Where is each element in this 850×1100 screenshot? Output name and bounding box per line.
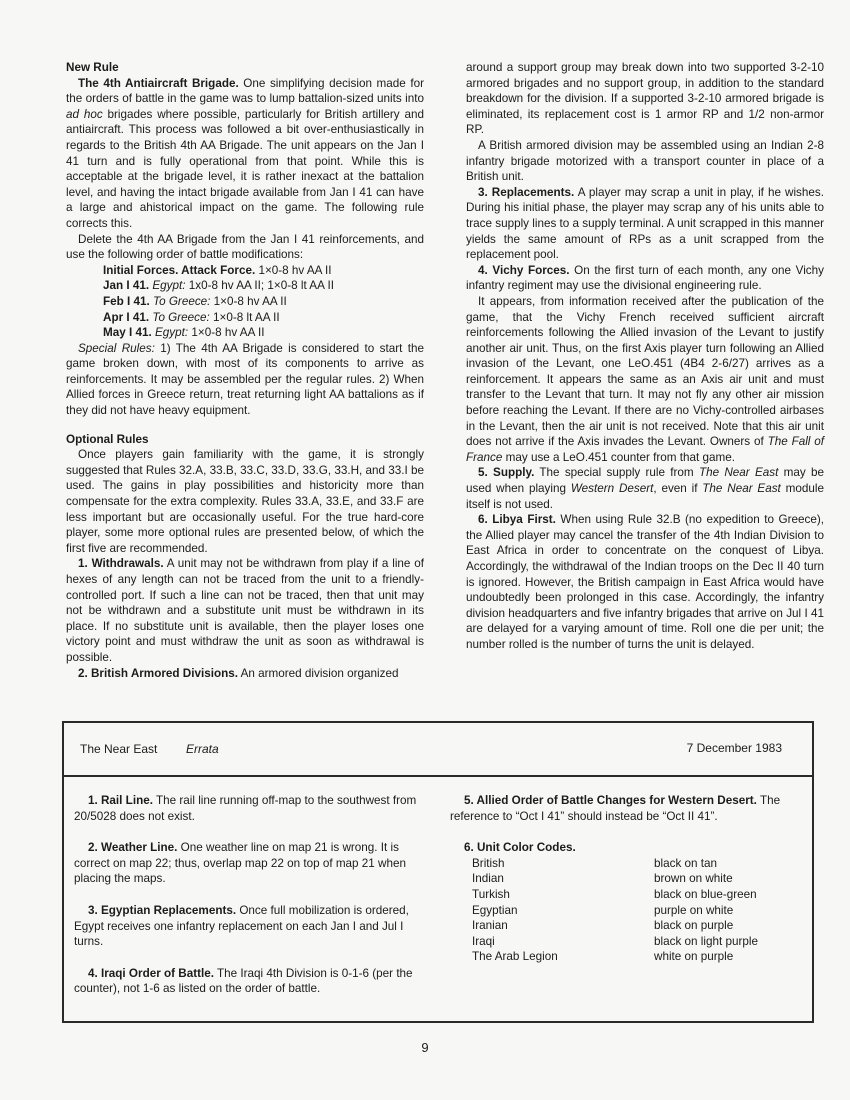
oob-line: Initial Forces. Attack Force. 1×0-8 hv AA II bbox=[103, 263, 332, 277]
vichy-aircraft-paragraph: It appears, from information received after the publication of the game, that the Vichy French received sufficient aircraft reinforcements following the Allied invasion of the Levant to justify another air unit. Thus, on the first Axis player turn following an Allied invasion of the Levant, one LeO.451 (4B4 2-6/27) arrives as a reinforcement. It appears the same as an Axis air unit and must transfer to the Levant that turn. It may not fly any other air mission before reaching the Levant. If there are no Vichy-controlled airbases in the Levant, then the air unit is not received. Note that this air unit does not arrive if the Axis invades the Levant. Owners of The Fall of France may use a LeO.451 counter from that game. bbox=[466, 294, 824, 464]
oob-line: May I 41. Egypt: 1×0-8 hv AA II bbox=[103, 326, 265, 340]
oob-line: Apr I 41. To Greece: 1×0-8 lt AA II bbox=[103, 310, 280, 324]
supply-paragraph: 5. Supply. The special supply rule from The Near East may be used when playing Western Desert, even if The Near East module itself is not used. bbox=[466, 466, 824, 511]
optional-rules-heading: Optional Rules bbox=[66, 432, 149, 446]
withdrawals-paragraph: 1. Withdrawals. A unit may not be withdrawn from play if a line of hexes of any length can not be traced from the unit to a friendly-controlled port. If such a line can not be traced, then that unit may not be withdrawn and a substitute unit must be withdrawn in its place. If no substitute unit is available, then the player loses one victory point and must withdraw the unit as soon as withdrawal is possible. bbox=[66, 557, 425, 664]
replacements-paragraph: 3. Replacements. A player may scrap a unit in play, if he wishes. During his initial phase, the player may scrap any of his units able to trace supply lines to a supply terminal. A unit scrapped in this manner yields the same amount of RPs as a unit scrapped from the replacement pool. bbox=[466, 185, 824, 262]
color-code-row: Egyptian purple on white bbox=[472, 903, 734, 917]
oob-line: Jan I 41. Egypt: 1x0-8 hv AA II; 1×0-8 lt AA II bbox=[103, 279, 334, 293]
errata-item: 1. Rail Line. The rail line running off-map to the southwest from 20/5028 does not exist. bbox=[74, 794, 417, 823]
color-codes-table bbox=[472, 856, 800, 965]
errata-item: 6. Unit Color Codes. bbox=[464, 841, 576, 855]
armored-divisions-paragraph: 2. British Armored Divisions. An armored division organized bbox=[78, 666, 399, 680]
color-code-row: Turkish black on blue-green bbox=[472, 887, 757, 901]
color-code-row: Iranian black on purple bbox=[472, 919, 734, 933]
color-code-row: Indian brown on white bbox=[472, 872, 733, 886]
libya-first-paragraph: 6. Libya First. When using Rule 32.B (no expedition to Greece), the Allied player may cancel the transfer of the 4th Indian Division to East Africa in order to concentrate on the conquest of Libya. Accordingly, the withdrawal of the Indian troops on the Dec II 40 turn is ignored. However, the British campaign in East Africa would have undoubtedly been prolonged in this case. Accordingly, the infantry division headquarters and five infantry brigades that arrive on Jul I 41 are delayed for a varying amount of time. Roll one die per unit; the number rolled is the number of turns the unit is delayed. bbox=[466, 513, 824, 651]
errata-date: 7 December 1983 bbox=[686, 741, 782, 755]
left-column bbox=[66, 60, 424, 681]
delete-paragraph: Delete the 4th AA Brigade from the Jan I 41 reinforcements, and use the following order of battle modifications: bbox=[66, 232, 424, 262]
page-number: 9 bbox=[421, 1040, 429, 1055]
right-column bbox=[466, 60, 824, 653]
optional-intro-paragraph: Once players gain familiarity with the game, it is strongly suggested that Rules 32.A, 33.B, 33.C, 33.D, 33.G, 33.H, and 33.I be used. The gains in play possibilities and historicity more than compensate for the extra complexity. Rules 33.A, 33.E, and 33.F are less important but are occasionally useful. For the true hard-core player, some more optional rules are presented below, of which the first five are recommended. bbox=[66, 448, 424, 555]
errata-title: The Near East bbox=[80, 742, 158, 756]
indian-brigade-paragraph: A British armored division may be assembled using an Indian 2-8 infantry brigade motorized with a transport counter in place of a British unit. bbox=[466, 138, 824, 184]
errata-item: 4. Iraqi Order of Battle. The Iraqi 4th Division is 0-1-6 (per the counter), not 1-6 as listed on the order of battle. bbox=[74, 966, 413, 996]
errata-right-column bbox=[450, 793, 800, 965]
errata-item: 3. Egyptian Replacements. Once full mobilization is ordered, Egypt receives one infantry replacement on each Jan I and Jul I turns. bbox=[74, 903, 409, 949]
color-code-row: The Arab Legion white on purple bbox=[472, 950, 734, 964]
oob-line: Feb I 41. To Greece: 1×0-8 hv AA II bbox=[103, 294, 287, 308]
color-code-row: British black on tan bbox=[472, 856, 718, 870]
armored-divisions-continued: around a support group may break down into two supported 3-2-10 armored brigades and no support group, in addition to the standard breakdown for the division. If a supported 3-2-10 armored brigade is eliminated, its replacement cost is 1 armor RP and 1/2 non-armor RP. bbox=[466, 61, 824, 137]
new-rule-heading: New Rule bbox=[66, 61, 119, 74]
aa-brigade-paragraph: The 4th Antiaircraft Brigade. One simplifying decision made for the orders of battle in the game was to lump battalion-sized units into ad hoc brigades where possible, particularly for British artillery and antiaircraft. This process was followed a bit over-enthusiastically in regards to the British 4th AA Brigade. The unit appears on the Jan I 41 turn and is fully operational from that point. While this is acceptable at the brigade level, it is rather inexact at the battalion level, and having the intact brigade available from Jan I 41 can have a large and ahistorical impact on the game. The following rule corrects this. bbox=[66, 76, 424, 230]
errata-header bbox=[64, 723, 812, 777]
errata-box bbox=[62, 721, 814, 1023]
errata-item: 2. Weather Line. One weather line on map 21 is wrong. It is correct on map 22; thus, overlap map 22 on top of map 21 when placing the maps. bbox=[74, 841, 406, 886]
aa-brigade-lead: The 4th Antiaircraft Brigade. bbox=[78, 76, 239, 90]
vichy-forces-paragraph: 4. Vichy Forces. On the first turn of each month, any one Vichy infantry regiment may use the divisional engineering rule. bbox=[466, 263, 824, 293]
color-code-row: Iraqi black on light purple bbox=[472, 934, 758, 948]
errata-item: 5. Allied Order of Battle Changes for Western Desert. The reference to “Oct I 41” should instead be “Oct II 41”. bbox=[450, 794, 781, 823]
errata-left-column bbox=[74, 793, 434, 1013]
errata-subtitle: Errata bbox=[186, 742, 219, 756]
special-rules-paragraph: Special Rules: 1) The 4th AA Brigade is considered to start the game broken down, with most of its components to arrive as reinforcements. It may be assembled per the regular rules. 2) When Allied forces in Greece return, treat returning light AA battalions as if they did not have heavy equipment. bbox=[66, 341, 424, 418]
